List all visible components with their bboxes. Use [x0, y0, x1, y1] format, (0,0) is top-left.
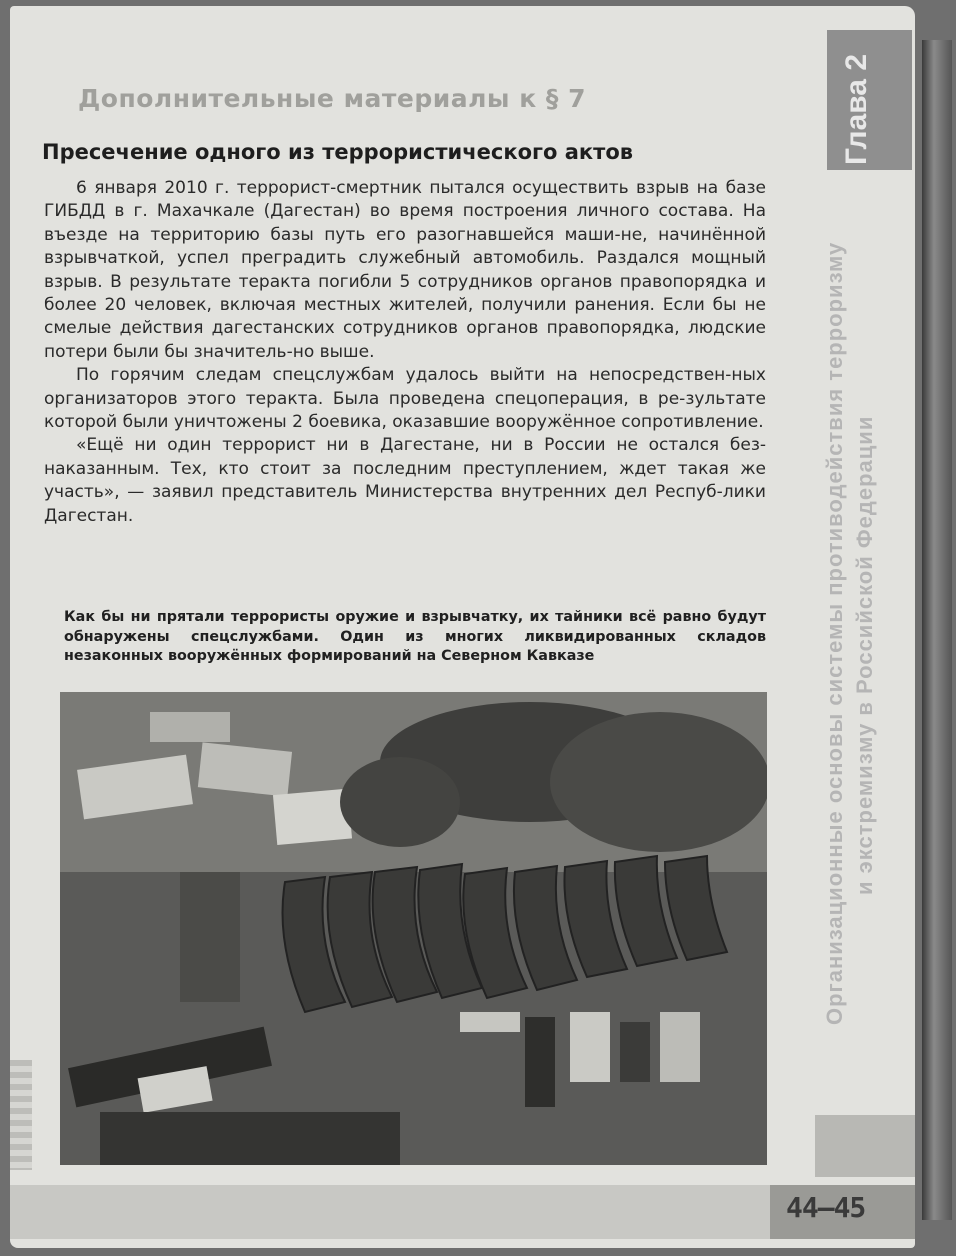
side-title-line2: и экстремизму в Российской Федерации [852, 415, 877, 895]
side-strip [815, 1115, 915, 1177]
photo-illustration [60, 692, 767, 1165]
section-header: Дополнительные материалы к § 7 [78, 84, 587, 113]
article-body [44, 177, 766, 528]
weapons-cache-photo [60, 692, 767, 1165]
paragraph-2: По горячим следам спецслужбам удалось выйти на непосредствен-ных организаторов этого теракта. Была проведена спецоперация, в ре-зультате которой были уничтожены 2 боевика, оказавшие вооружённое сопротивление. [44, 365, 766, 433]
page-numbers: 44–45 [786, 1191, 866, 1224]
side-title-line1: Организационные основы системы противодействия терроризму [822, 241, 847, 1025]
left-margin-strip [10, 1060, 32, 1170]
photo-caption: Как бы ни прятали террористы оружие и взрывчатку, их тайники всё равно будут обнаружены спецслужбами. Один из многих ликвидированных складов незаконных вооружённых формирований на Северном Кавказе [64, 609, 766, 664]
adjacent-page-edge [922, 40, 952, 1220]
paragraph-3: «Ещё ни один террорист ни в Дагестане, ни в России не остался без-наказанным. Тех, кто стоит за последним преступлением, ждет такая же участь», — заявил представитель Министерства внутренних дел Респуб-лики Дагестан. [44, 435, 766, 526]
paragraph-1: 6 января 2010 г. террорист-смертник пытался осуществить взрыв на базе ГИБДД в г. Махачкале (Дагестан) во время построения личного состава. На въезде на территорию базы путь его разогнавшейся маши-не, начинённой взрывчаткой, успел преградить служебный автомобиль. Раздался мощный взрыв. В результате теракта погибли 5 сотрудников органов правопорядка и более 20 человек, включая местных жителей, получили ранения. Если бы не смелые действия дагестанских сотрудников органов правопорядка, людские потери были бы значитель-но выше. [44, 178, 766, 362]
article-title: Пресечение одного из террористического актов [42, 140, 634, 164]
chapter-label: Глава 2 [840, 53, 873, 165]
